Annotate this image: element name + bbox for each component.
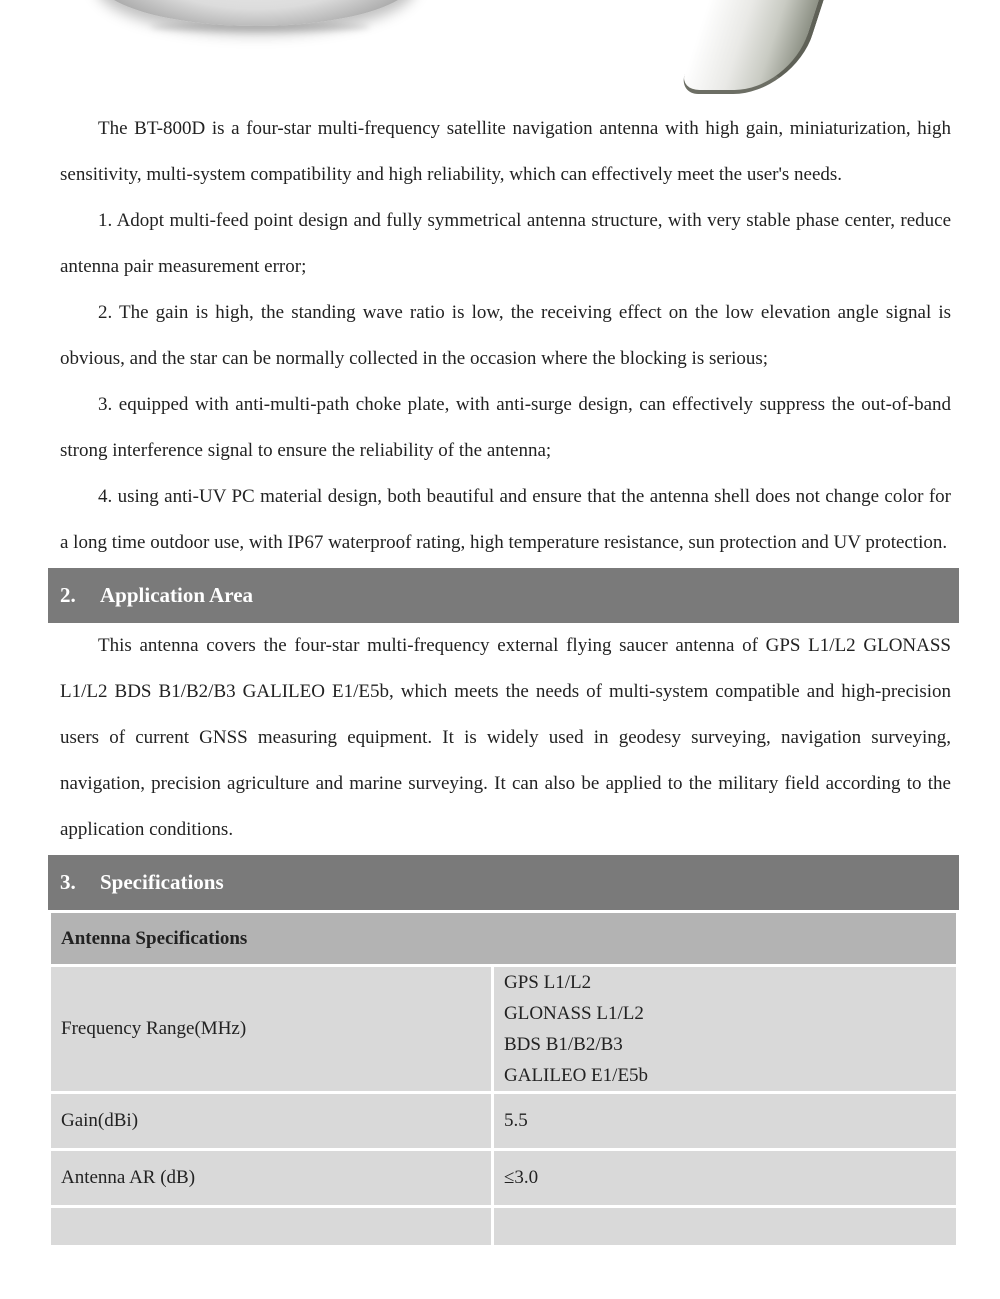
spec-label: Gain(dBi) — [50, 1093, 493, 1150]
spec-table — [48, 910, 959, 1248]
table-subheading-row — [50, 912, 958, 966]
application-paragraph: This antenna covers the four-star multi-frequency external flying saucer antenna of GPS L1/L2 GLONASS L1/L2 BDS B1/B2/B3 GALILEO E1/E5b, which meets the needs of multi-system compatible and high-precision users of current GNSS measuring equipment. It is widely used in geodesy surveying, navigation surveying, navigation, precision agriculture and marine surveying. It can also be applied to the military field according to the application conditions. — [60, 635, 951, 840]
table-row — [50, 1207, 958, 1247]
specifications-header — [48, 855, 959, 910]
spec-value: 5.5 — [493, 1093, 958, 1150]
spec-value: ≤3.0 — [493, 1150, 958, 1207]
frequency-value: GPS L1/L2 — [504, 972, 592, 993]
intro-paragraph: The BT-800D is a four-star multi-frequency satellite navigation antenna with high gain, miniaturization, high sensitivity, multi-system compatibility and high reliability, which can effectively meet the user's needs. — [60, 118, 951, 185]
section-title: Application Area — [100, 583, 254, 607]
frequency-value: BDS B1/B2/B3 — [504, 1034, 623, 1055]
spec-label: Frequency Range(MHz) — [50, 966, 493, 1093]
application-area-header — [48, 568, 959, 623]
product-image — [0, 0, 1000, 100]
frequency-value: GALILEO E1/E5b — [504, 1065, 649, 1086]
table-row — [50, 1093, 958, 1150]
feature-3: 3. equipped with anti-multi-path choke plate, with anti-surge design, can effectively suppress the out-of-band strong interference signal to ensure the reliability of the antenna; — [60, 394, 951, 461]
table-row — [50, 1150, 958, 1207]
spec-value — [493, 1207, 958, 1247]
feature-2: 2. The gain is high, the standing wave ratio is low, the receiving effect on the low elevation angle signal is obvious, and the star can be normally collected in the occasion where the blocking is serious; — [60, 302, 951, 369]
spec-label: Antenna AR (dB) — [50, 1150, 493, 1207]
feature-1: 1. Adopt multi-feed point design and fully symmetrical antenna structure, with very stable phase center, reduce antenna pair measurement error; — [60, 210, 951, 277]
table-row — [50, 966, 958, 1093]
section-number: 2. — [60, 583, 76, 607]
section-number: 3. — [60, 870, 76, 894]
spec-label — [50, 1207, 493, 1247]
frequency-value: GLONASS L1/L2 — [504, 1003, 644, 1024]
section-title: Specifications — [100, 870, 224, 894]
main-content — [48, 106, 959, 1248]
spec-value — [493, 966, 958, 1093]
table-subheading: Antenna Specifications — [50, 912, 958, 966]
feature-4: 4. using anti-UV PC material design, both beautiful and ensure that the antenna shell does not change color for a long time outdoor use, with IP67 waterproof rating, high temperature resistance, sun protection and UV protection. — [60, 486, 951, 553]
antenna-side-view-image — [678, 0, 837, 94]
antenna-top-view-image — [96, 0, 416, 26]
